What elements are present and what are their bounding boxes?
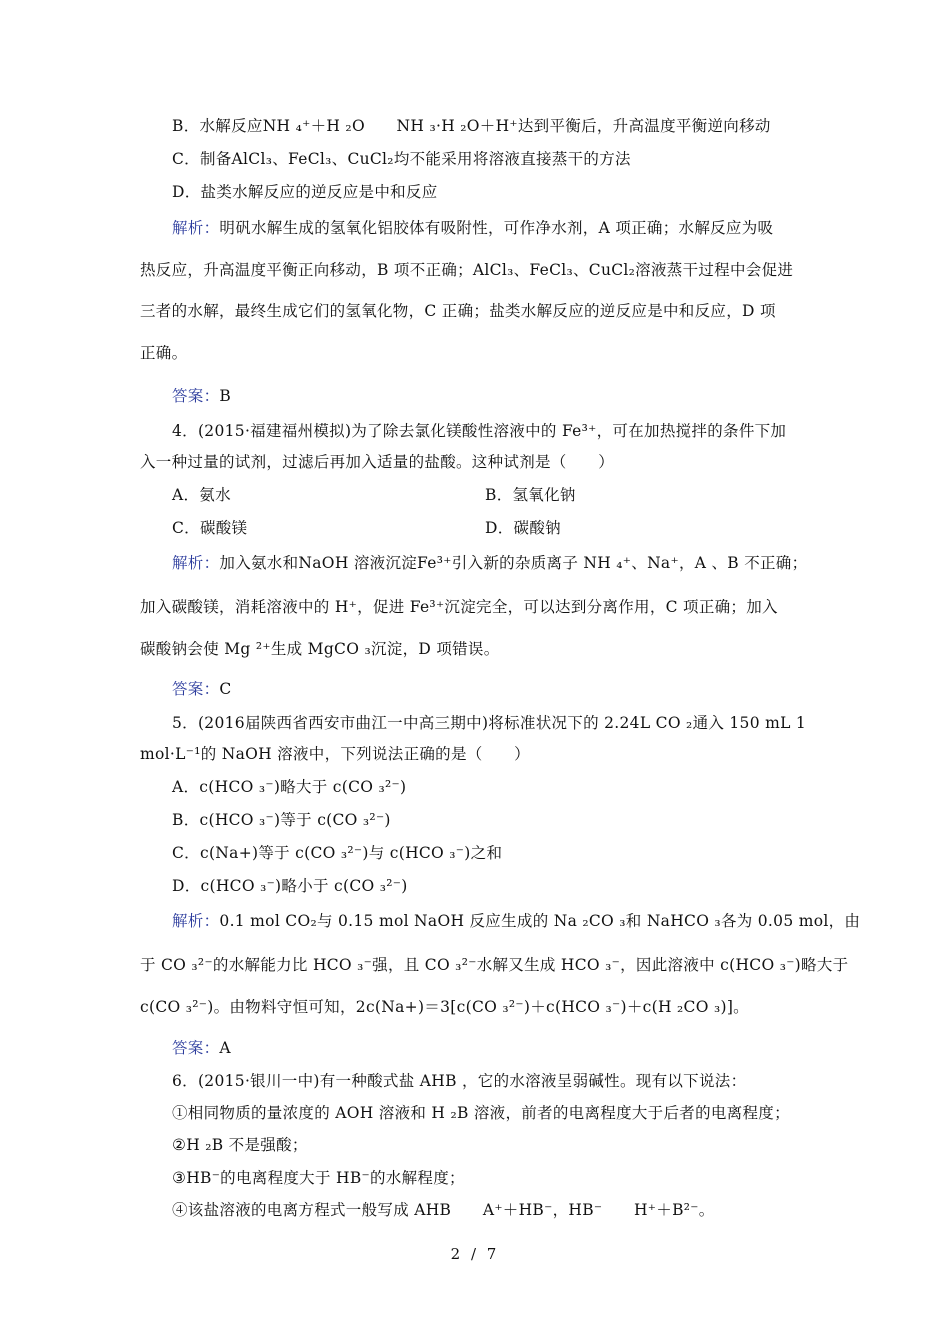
statement-line: ④该盐溶液的电离方程式一般写成 AHB A⁺＋HB⁻，HB⁻ H⁺＋B²⁻。 (172, 1201, 715, 1219)
analysis-line: 正确。 (140, 344, 188, 362)
option-c-line: C．制备AlCl₃、FeCl₃、CuCl₂均不能采用将溶液直接蒸干的方法 (172, 150, 631, 168)
question-line: 5．(2016届陕西省西安市曲江一中高三期中)将标准状况下的 2.24L CO ₂通入 150 mL 1 (172, 714, 807, 732)
option-line: D．碳酸钠 (485, 519, 561, 537)
question-line: 入一种过量的试剂，过滤后再加入适量的盐酸。这种试剂是（ ） (140, 453, 615, 471)
analysis-line (172, 218, 773, 238)
answer-value: A (219, 1039, 231, 1057)
analysis-line (172, 553, 807, 573)
option-line: C．c(Na+)等于 c(CO ₃²⁻)与 c(HCO ₃⁻)之和 (172, 844, 503, 862)
answer-label: 答案： (172, 680, 220, 698)
option-line: C．碳酸镁 (172, 519, 248, 537)
analysis-line: 加入碳酸镁，消耗溶液中的 H⁺，促进 Fe³⁺沉淀完全，可以达到分离作用，C 项正确；加入 (140, 598, 778, 616)
option-line: B．c(HCO ₃⁻)等于 c(CO ₃²⁻) (172, 811, 391, 829)
answer-line (172, 1038, 231, 1058)
option-line: A．c(HCO ₃⁻)略大于 c(CO ₃²⁻) (172, 778, 407, 796)
analysis-line: 热反应，升高温度平衡正向移动，B 项不正确；AlCl₃、FeCl₃、CuCl₂溶液蒸干过程中会促进 (140, 261, 794, 279)
statement-line: ③HB⁻的电离程度大于 HB⁻的水解程度； (172, 1169, 465, 1187)
analysis-line: 于 CO ₃²⁻的水解能力比 HCO ₃⁻强，且 CO ₃²⁻水解又生成 HCO ₃⁻，因此溶液中 c(HCO ₃⁻)略大于 (140, 956, 849, 974)
analysis-text: 0.1 mol CO₂与 0.15 mol NaOH 反应生成的 Na ₂CO ₃和 NaHCO ₃各为 0.05 mol，由 (219, 912, 861, 930)
analysis-label: 解析： (172, 912, 220, 930)
answer-line (172, 679, 232, 699)
analysis-line: c(CO ₃²⁻)。由物料守恒可知，2c(Na+)＝3[c(CO ₃²⁻)＋c(HCO ₃⁻)＋c(H ₂CO ₃)]。 (140, 998, 749, 1016)
option-line: B．氢氧化钠 (485, 486, 576, 504)
option-line: A．氨水 (172, 486, 231, 504)
answer-label: 答案： (172, 387, 220, 405)
question-line: mol·L⁻¹的 NaOH 溶液中，下列说法正确的是（ ） (140, 745, 530, 763)
question-line: 6．(2015·银川一中)有一种酸式盐 AHB ，它的水溶液呈弱碱性。现有以下说法： (172, 1072, 747, 1090)
option-b-line: B．水解反应NH ₄⁺＋H ₂O NH ₃·H ₂O＋H⁺达到平衡后，升高温度平衡逆向移动 (172, 117, 771, 135)
analysis-text: 明矾水解生成的氢氧化铝胶体有吸附性，可作净水剂，A 项正确；水解反应为吸 (219, 219, 774, 237)
option-line: D．c(HCO ₃⁻)略小于 c(CO ₃²⁻) (172, 877, 408, 895)
page-number: 2 / 7 (450, 1245, 500, 1263)
answer-value: B (219, 387, 232, 405)
analysis-line: 三者的水解，最终生成它们的氢氧化物，C 正确；盐类水解反应的逆反应是中和反应，D 项 (140, 302, 776, 320)
answer-line (172, 386, 231, 406)
analysis-label: 解析： (172, 219, 220, 237)
analysis-text: 加入氨水和NaOH 溶液沉淀Fe³⁺引入新的杂质离子 NH ₄⁺、Na⁺，A 、B 不正确； (219, 554, 808, 572)
answer-label: 答案： (172, 1039, 220, 1057)
statement-line: ②H ₂B 不是强酸； (172, 1136, 308, 1154)
analysis-line: 碳酸钠会使 Mg ²⁺生成 MgCO ₃沉淀，D 项错误。 (140, 640, 500, 658)
statement-line: ①相同物质的量浓度的 AOH 溶液和 H ₂B 溶液，前者的电离程度大于后者的电离程度； (172, 1104, 790, 1122)
question-line: 4．(2015·福建福州模拟)为了除去氯化镁酸性溶液中的 Fe³⁺，可在加热搅拌的条件下加 (172, 422, 787, 440)
analysis-label: 解析： (172, 554, 220, 572)
analysis-line (172, 911, 860, 931)
option-d-line: D．盐类水解反应的逆反应是中和反应 (172, 183, 438, 201)
answer-value: C (219, 680, 232, 698)
